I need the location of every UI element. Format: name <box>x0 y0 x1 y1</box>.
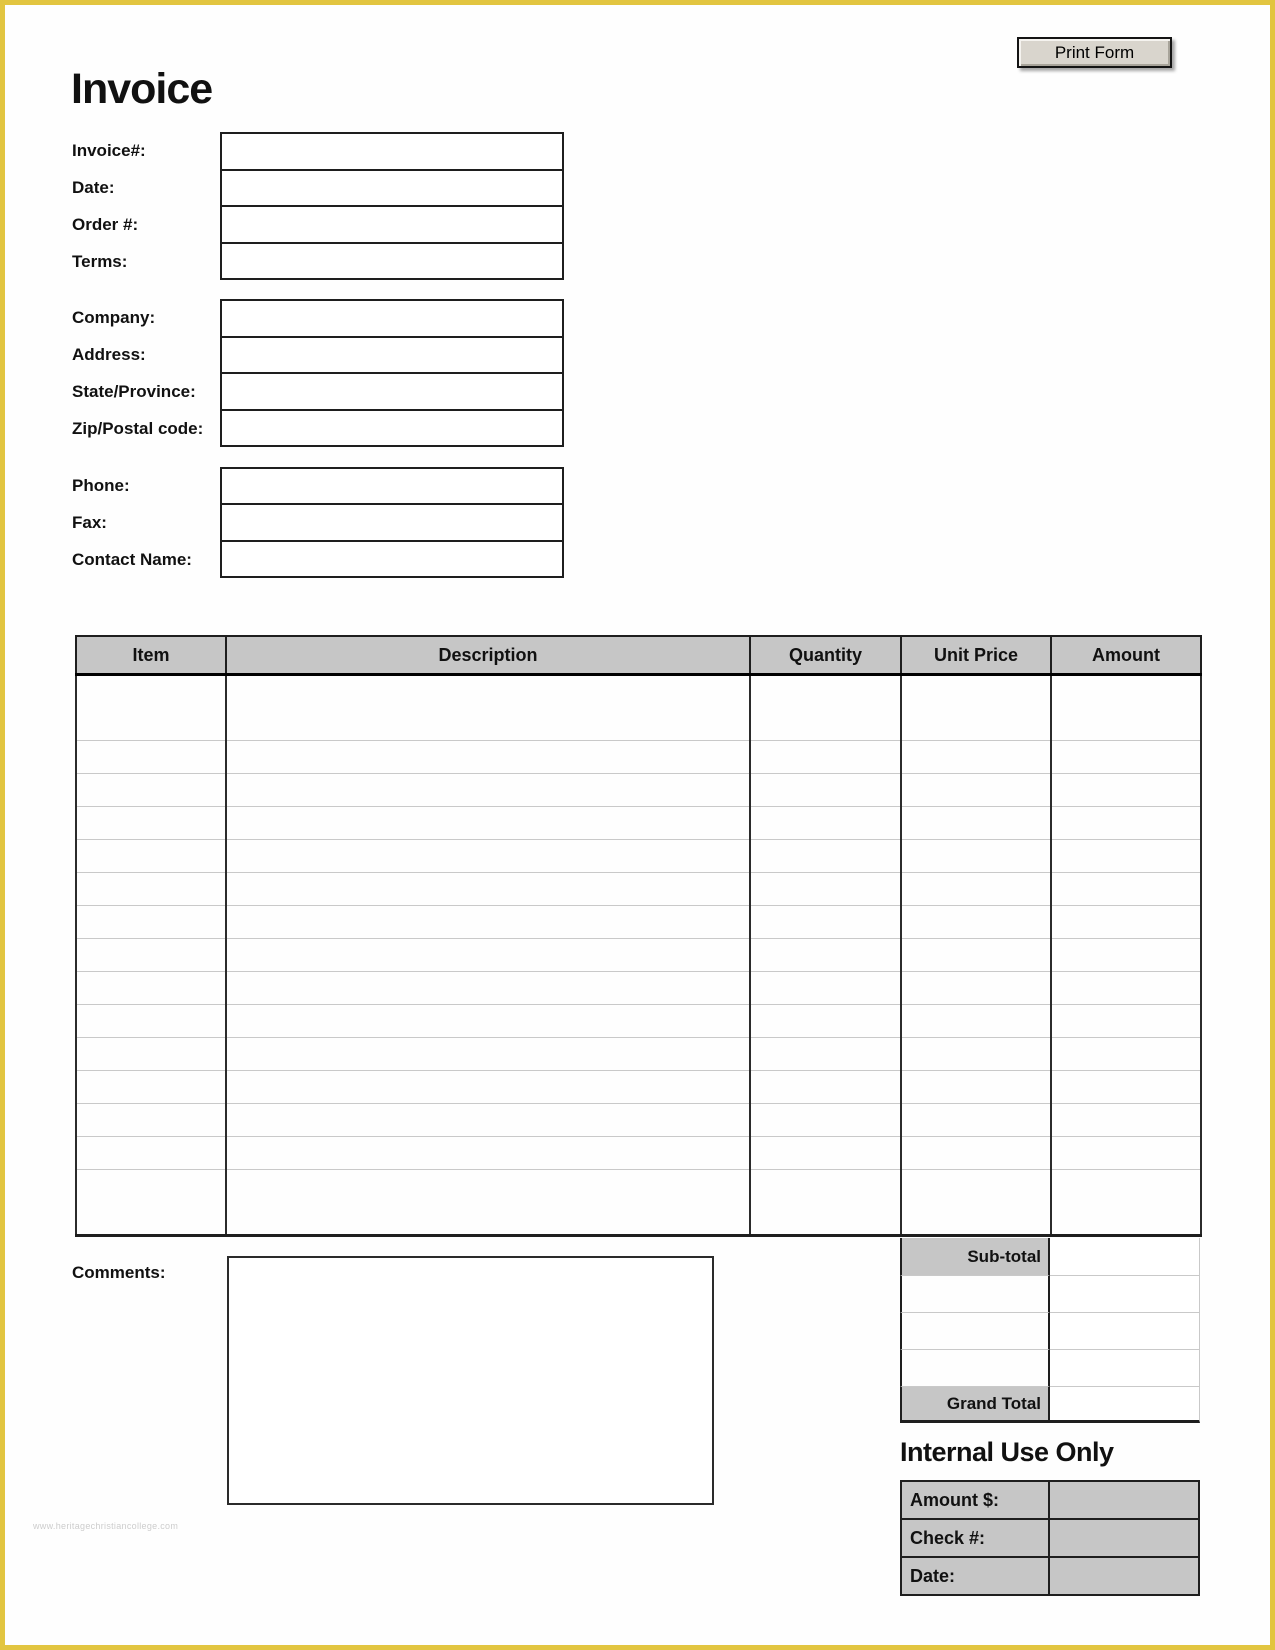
internal-date-input[interactable] <box>1050 1558 1198 1594</box>
items-table-row <box>76 774 1201 807</box>
items-col-header-description: Description <box>226 636 750 675</box>
items-table-cell[interactable] <box>750 1005 901 1038</box>
internal-check-label: Check #: <box>902 1520 1050 1556</box>
contact-name-input[interactable] <box>222 540 562 576</box>
items-table-cell[interactable] <box>901 774 1051 807</box>
items-col-header-quantity: Quantity <box>750 636 901 675</box>
date-label: Date: <box>72 177 115 197</box>
items-table-cell[interactable] <box>1051 840 1201 873</box>
totals-empty-value-cell[interactable] <box>1050 1350 1200 1387</box>
internal-date-row <box>902 1556 1198 1594</box>
items-table-cell[interactable] <box>76 1071 226 1104</box>
items-table-cell[interactable] <box>901 807 1051 840</box>
order-number-input[interactable] <box>222 205 562 242</box>
items-table-cell[interactable] <box>76 906 226 939</box>
items-table-cell[interactable] <box>226 675 750 741</box>
items-table-row <box>76 675 1201 741</box>
items-table-row <box>76 972 1201 1005</box>
comments-label: Comments: <box>72 1263 166 1282</box>
items-table-row <box>76 873 1201 906</box>
items-table-cell[interactable] <box>1051 1005 1201 1038</box>
subtotal-value-cell[interactable] <box>1050 1238 1200 1276</box>
items-table-cell[interactable] <box>76 741 226 774</box>
zip-postal-code-label: Zip/Postal code: <box>72 418 204 438</box>
items-table-cell[interactable] <box>901 1137 1051 1170</box>
items-table-cell[interactable] <box>901 873 1051 906</box>
subtotal-label: Sub-total <box>900 1238 1050 1276</box>
page-title: Invoice <box>71 65 213 113</box>
items-table-cell[interactable] <box>76 939 226 972</box>
items-col-header-item: Item <box>76 636 226 675</box>
grand-total-label: Grand Total <box>900 1387 1050 1423</box>
address-input[interactable] <box>222 336 562 373</box>
items-table-cell[interactable] <box>1051 807 1201 840</box>
items-table-cell[interactable] <box>750 1137 901 1170</box>
items-table-cell[interactable] <box>226 972 750 1005</box>
contact-group-input-stack <box>220 467 564 578</box>
items-table-cell[interactable] <box>750 873 901 906</box>
items-table-cell[interactable] <box>750 675 901 741</box>
items-table-cell[interactable] <box>750 972 901 1005</box>
phone-input[interactable] <box>222 469 562 503</box>
watermark-text: www.heritagechristiancollege.com <box>33 1521 179 1531</box>
state-province-input[interactable] <box>222 372 562 409</box>
items-table-cell[interactable] <box>76 840 226 873</box>
address-label: Address: <box>72 344 146 364</box>
items-col-header-unit-price: Unit Price <box>901 636 1051 675</box>
items-table-cell[interactable] <box>76 972 226 1005</box>
items-table-cell[interactable] <box>1051 675 1201 741</box>
items-table-cell[interactable] <box>1051 774 1201 807</box>
items-table-cell[interactable] <box>226 1170 750 1236</box>
items-table-cell[interactable] <box>901 741 1051 774</box>
internal-date-label: Date: <box>902 1558 1050 1594</box>
items-table-cell[interactable] <box>901 972 1051 1005</box>
grand-total-row <box>900 1387 1200 1423</box>
totals-empty-value-cell[interactable] <box>1050 1276 1200 1313</box>
zip-postal-code-input[interactable] <box>222 409 562 446</box>
totals-empty-row <box>900 1350 1200 1387</box>
invoice-number-input[interactable] <box>222 134 562 169</box>
company-label: Company: <box>72 307 156 327</box>
items-table-cell[interactable] <box>76 873 226 906</box>
items-table-cell[interactable] <box>1051 1137 1201 1170</box>
internal-check-input[interactable] <box>1050 1520 1198 1556</box>
items-table-cell[interactable] <box>226 807 750 840</box>
items-table-cell[interactable] <box>76 1038 226 1071</box>
items-table-cell[interactable] <box>750 1170 901 1236</box>
items-table-cell[interactable] <box>901 1170 1051 1236</box>
items-table-cell[interactable] <box>226 840 750 873</box>
internal-amount-input[interactable] <box>1050 1482 1198 1518</box>
items-table-cell[interactable] <box>750 1071 901 1104</box>
totals-empty-rows <box>900 1276 1200 1387</box>
internal-amount-label: Amount $: <box>902 1482 1050 1518</box>
invoice-number-label: Invoice#: <box>72 140 146 160</box>
state-province-label: State/Province: <box>72 381 196 401</box>
items-table-cell[interactable] <box>226 1137 750 1170</box>
items-table-cell[interactable] <box>76 807 226 840</box>
items-table-cell[interactable] <box>1051 873 1201 906</box>
items-table-cell[interactable] <box>1051 1104 1201 1137</box>
items-table-cell[interactable] <box>1051 939 1201 972</box>
items-table-cell[interactable] <box>750 741 901 774</box>
items-table-cell[interactable] <box>226 1038 750 1071</box>
print-form-button[interactable]: Print Form <box>1017 37 1172 68</box>
items-table-cell[interactable] <box>901 939 1051 972</box>
grand-total-value-cell[interactable] <box>1050 1387 1200 1423</box>
totals-empty-value-cell[interactable] <box>1050 1313 1200 1350</box>
order-number-label: Order #: <box>72 214 139 234</box>
items-table-row <box>76 939 1201 972</box>
terms-label: Terms: <box>72 251 128 271</box>
invoice-meta-group <box>72 132 564 280</box>
totals-empty-label-cell <box>900 1350 1050 1387</box>
items-table <box>75 635 1202 1237</box>
subtotal-row <box>900 1238 1200 1276</box>
internal-check-row <box>902 1518 1198 1556</box>
items-table-cell[interactable] <box>750 840 901 873</box>
phone-label: Phone: <box>72 475 130 495</box>
items-table-cell[interactable] <box>226 906 750 939</box>
items-table-cell[interactable] <box>750 774 901 807</box>
date-input[interactable] <box>222 169 562 206</box>
company-group-input-stack <box>220 299 564 447</box>
comments-input[interactable] <box>227 1256 714 1505</box>
internal-use-table <box>900 1480 1200 1596</box>
items-table-row <box>76 1104 1201 1137</box>
items-table-row <box>76 1137 1201 1170</box>
totals-empty-label-cell <box>900 1276 1050 1313</box>
items-table-cell[interactable] <box>226 1071 750 1104</box>
items-table-row <box>76 1170 1201 1236</box>
totals-empty-row <box>900 1276 1200 1313</box>
contact-group <box>72 467 564 578</box>
items-table-cell[interactable] <box>1051 906 1201 939</box>
items-table-row <box>76 1038 1201 1071</box>
items-table-row <box>76 840 1201 873</box>
items-table-row <box>76 807 1201 840</box>
items-table-cell[interactable] <box>226 939 750 972</box>
items-table-cell[interactable] <box>76 675 226 741</box>
items-table-cell[interactable] <box>226 741 750 774</box>
items-table-cell[interactable] <box>76 1170 226 1236</box>
items-table-cell[interactable] <box>901 675 1051 741</box>
items-table-cell[interactable] <box>1051 1038 1201 1071</box>
items-table-row <box>76 741 1201 774</box>
items-table-row <box>76 1071 1201 1104</box>
items-col-header-amount: Amount <box>1051 636 1201 675</box>
items-table-row <box>76 1005 1201 1038</box>
company-input[interactable] <box>222 301 562 336</box>
invoice-meta-input-stack <box>220 132 564 280</box>
items-table-cell[interactable] <box>901 1005 1051 1038</box>
totals-empty-label-cell <box>900 1313 1050 1350</box>
items-table-cell[interactable] <box>901 906 1051 939</box>
items-table-cell[interactable] <box>226 1005 750 1038</box>
items-table-cell[interactable] <box>1051 741 1201 774</box>
terms-input[interactable] <box>222 242 562 279</box>
totals-section <box>900 1238 1200 1423</box>
items-table-cell[interactable] <box>750 807 901 840</box>
items-table-cell[interactable] <box>76 1137 226 1170</box>
items-table-cell[interactable] <box>226 873 750 906</box>
items-table-cell[interactable] <box>901 1104 1051 1137</box>
items-table-cell[interactable] <box>76 1104 226 1137</box>
fax-input[interactable] <box>222 503 562 539</box>
fax-label: Fax: <box>72 512 107 532</box>
items-table-cell[interactable] <box>750 906 901 939</box>
items-table-body <box>76 675 1201 1236</box>
items-table-cell[interactable] <box>750 939 901 972</box>
items-table-cell[interactable] <box>76 774 226 807</box>
items-table-row <box>76 906 1201 939</box>
items-table-header <box>76 636 1201 675</box>
items-table-cell[interactable] <box>226 1104 750 1137</box>
items-table-cell[interactable] <box>901 1071 1051 1104</box>
items-table-cell[interactable] <box>1051 1071 1201 1104</box>
totals-empty-row <box>900 1313 1200 1350</box>
items-table-cell[interactable] <box>226 774 750 807</box>
items-table-cell[interactable] <box>750 1104 901 1137</box>
contact-group-labels <box>72 467 220 578</box>
items-table-cell[interactable] <box>1051 1170 1201 1236</box>
company-group <box>72 299 564 447</box>
contact-name-label: Contact Name: <box>72 549 192 569</box>
items-table-cell[interactable] <box>1051 972 1201 1005</box>
company-group-labels <box>72 299 220 447</box>
items-table-cell[interactable] <box>750 1038 901 1071</box>
items-table-cell[interactable] <box>901 840 1051 873</box>
internal-amount-row <box>902 1482 1198 1518</box>
invoice-meta-labels <box>72 132 220 280</box>
items-table-cell[interactable] <box>901 1038 1051 1071</box>
internal-use-title: Internal Use Only <box>900 1437 1114 1467</box>
items-table-cell[interactable] <box>76 1005 226 1038</box>
